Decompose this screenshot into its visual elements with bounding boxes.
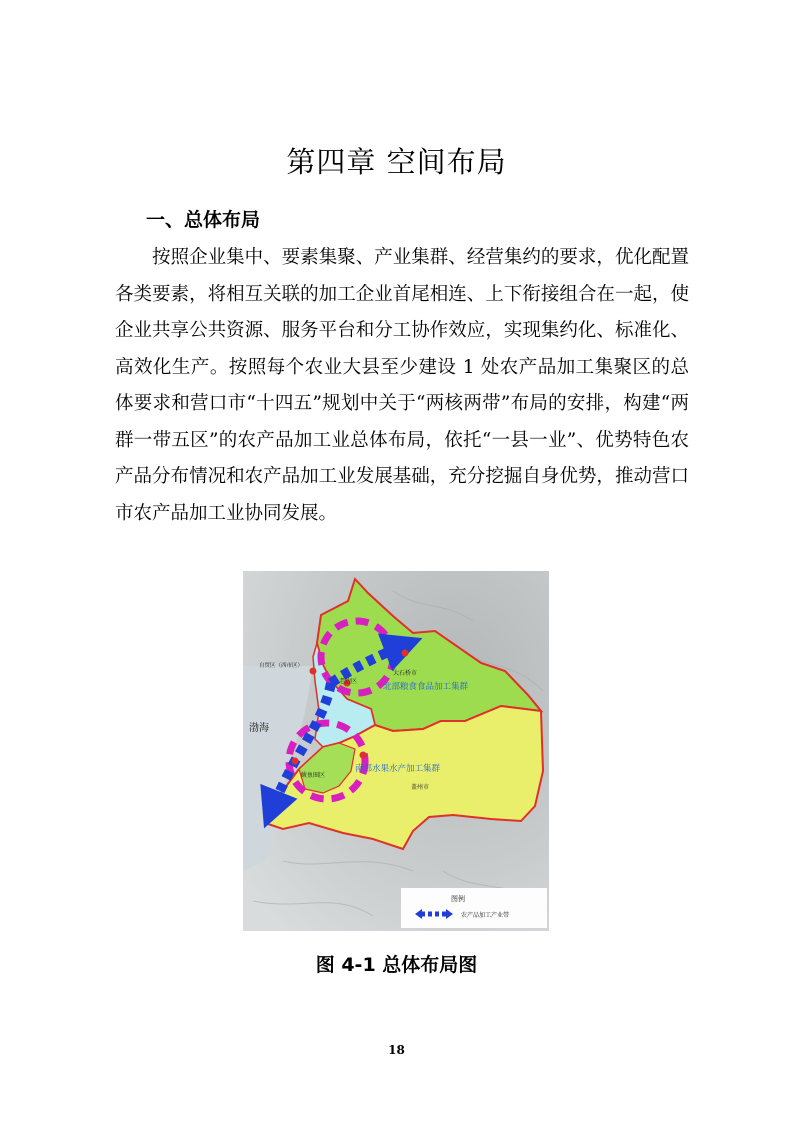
map-legend xyxy=(401,888,547,928)
sea-label: 渤海 xyxy=(249,723,269,734)
city-marker xyxy=(310,668,317,675)
gaizhou-label: 盖州市 xyxy=(411,785,430,791)
page-number: 18 xyxy=(388,1043,405,1057)
body-paragraph-text: 按照企业集中、要素集聚、产业集群、经营集约的要求，优化配置各类要素，将相互关联的加工企业首尾相连、上下衔接组合在一起，使企业共享公共资源、服务平台和分工协作效应，实现集约化、标准化、高效化生产。按照每个农业大县至少建设 1 处农产品加工集聚区的总体要求和营口市“十四五”规划中关于“两核两带”布局的安排，构建“两群一带五区”的农产品加工业总体布局，依托“一县一业”、优势特色农产品分布情况和农产品加工业发展基础，充分挖掘自身优势，推动营口市农产品加工业协同发展。 xyxy=(115,247,689,524)
bayuquan-label: 鲅鱼圈区 xyxy=(301,773,326,779)
dashiqiao-label: 大石桥市 xyxy=(393,671,418,677)
layout-map-figure xyxy=(243,571,549,931)
city-marker xyxy=(360,752,367,759)
north-cluster-label: 北部粮食食品加工集群 xyxy=(383,681,469,691)
zimaoqu-label: 自贸区（西市区） xyxy=(259,663,304,669)
body-paragraph xyxy=(115,240,689,532)
legend-title: 图例 xyxy=(451,896,465,903)
legend-item-label: 农产品加工产业带 xyxy=(461,913,510,919)
south-cluster-label: 南部水果水产加工集群 xyxy=(355,763,441,773)
city-marker xyxy=(292,758,299,765)
laobian-label: 老边区 xyxy=(339,679,358,685)
figure-caption: 图 4-1 总体布局图 xyxy=(315,954,478,976)
chapter-title: 第四章 空间布局 xyxy=(286,145,507,179)
city-marker xyxy=(402,650,409,657)
section-heading: 一、总体布局 xyxy=(146,209,261,231)
